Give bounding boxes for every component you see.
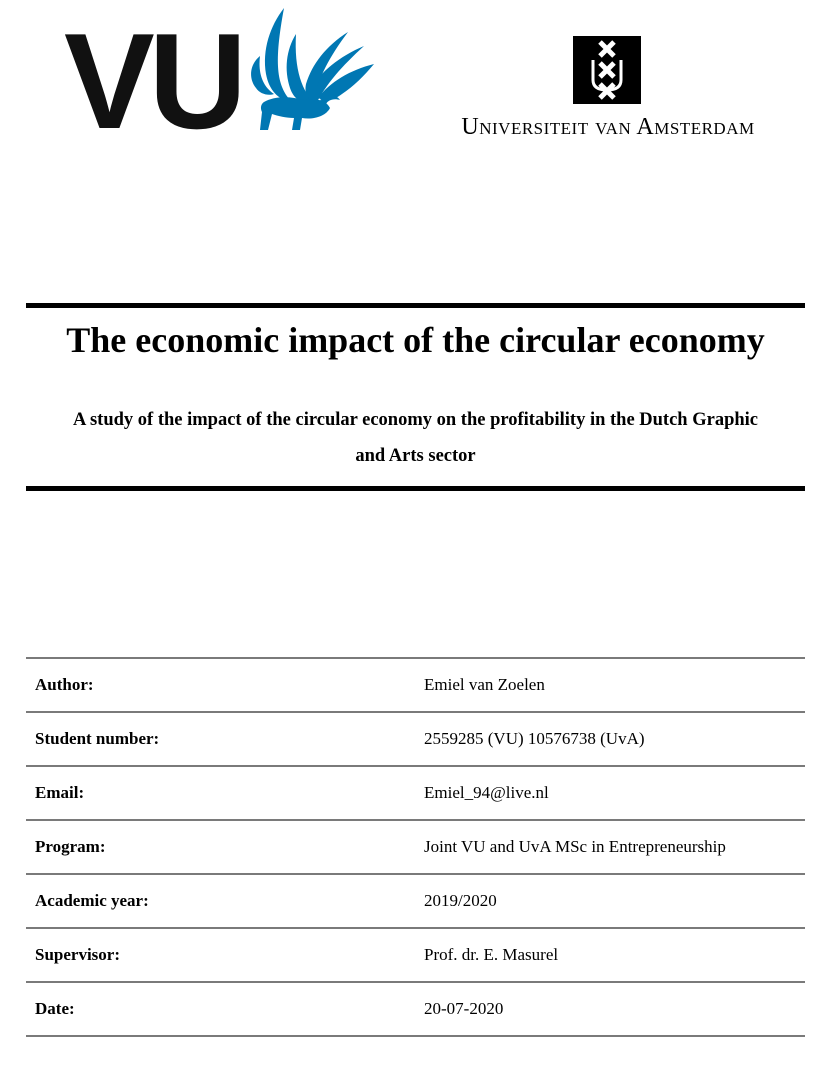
table-row <box>26 658 805 712</box>
email-value: Emiel_94@live.nl <box>424 783 549 802</box>
author-label: Author: <box>35 675 94 694</box>
table-row <box>26 874 805 928</box>
uva-logo <box>416 34 800 146</box>
table-row <box>26 712 805 766</box>
student-number-label: Student number: <box>35 729 160 748</box>
document-title: The economic impact of the circular economy <box>66 320 765 360</box>
academic-year-value: 2019/2020 <box>424 891 497 910</box>
details-table <box>26 657 805 1037</box>
table-row <box>26 820 805 874</box>
bottom-rule <box>26 486 805 491</box>
program-label: Program: <box>35 837 106 856</box>
date-label: Date: <box>35 999 75 1018</box>
supervisor-label: Supervisor: <box>35 945 120 964</box>
table-row <box>26 982 805 1036</box>
vu-logo-graphic <box>64 4 384 132</box>
vu-logo <box>64 4 384 132</box>
supervisor-value: Prof. dr. E. Masurel <box>424 945 559 964</box>
uva-name-text: Universiteit van Amsterdam <box>461 114 755 140</box>
vu-logo-text: VU <box>64 5 241 132</box>
email-label: Email: <box>35 783 85 802</box>
griffin-icon <box>251 8 374 130</box>
academic-year-label: Academic year: <box>35 891 149 910</box>
program-value: Joint VU and UvA MSc in Entrepreneurship <box>424 837 726 856</box>
document-subtitle: A study of the impact of the circular economy on the profitability in the Dutch Graphic and Arts sector <box>73 410 758 466</box>
student-number-value: 2559285 (VU) 10576738 (UvA) <box>424 729 645 748</box>
xxx-seal-icon <box>573 36 641 104</box>
table-row <box>26 766 805 820</box>
author-value: Emiel van Zoelen <box>424 675 545 694</box>
table-row <box>26 928 805 982</box>
top-rule <box>26 303 805 308</box>
date-value: 20-07-2020 <box>424 999 504 1018</box>
